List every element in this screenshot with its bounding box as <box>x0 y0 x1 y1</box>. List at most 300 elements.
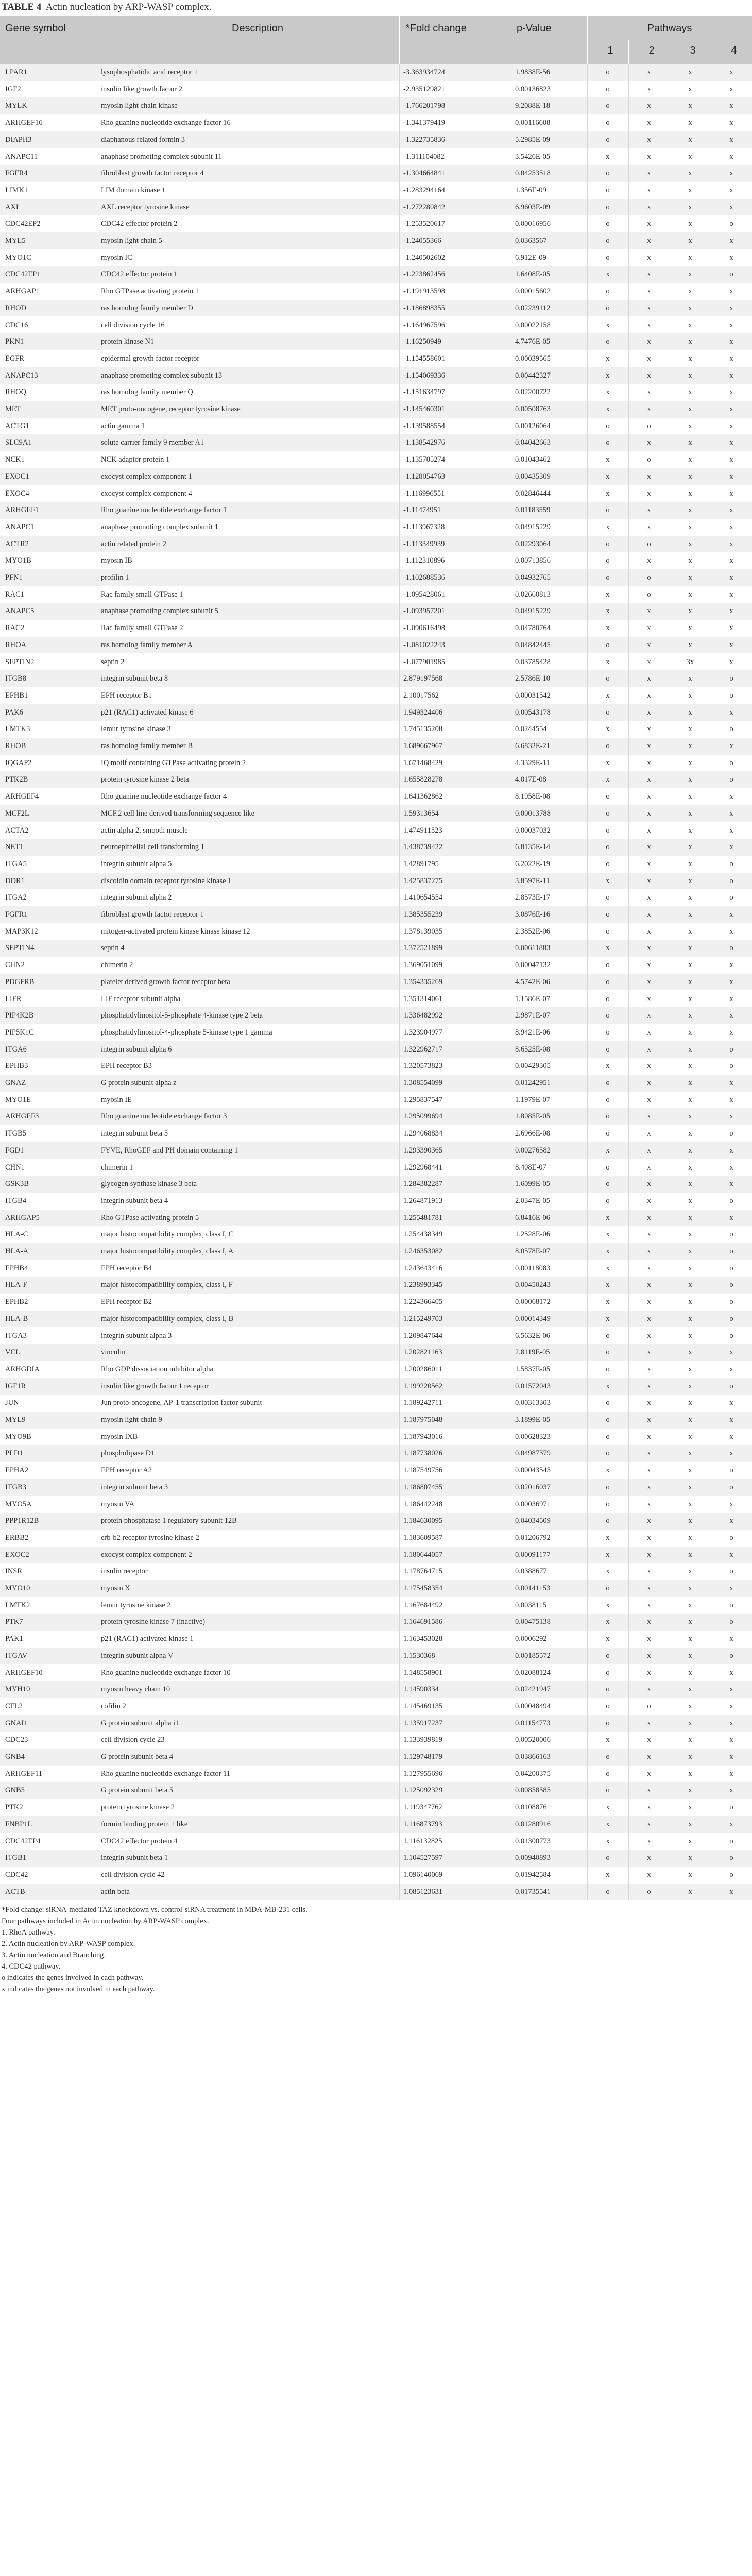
cell-description: anaphase promoting complex subunit 11 <box>101 152 222 161</box>
cell-pathway-4: x <box>729 388 733 397</box>
cell-gene-symbol: ITGB4 <box>5 1196 27 1205</box>
cell-pathway-4: x <box>729 438 733 447</box>
cell-gene-symbol: PAK6 <box>5 708 23 717</box>
cell-pathway-3: x <box>688 1382 692 1391</box>
cell-fold-change: 1.354335269 <box>403 977 443 986</box>
table-row <box>0 148 752 165</box>
cell-gene-symbol: PDGFRB <box>5 977 35 986</box>
cell-pathway-1: x <box>606 354 610 363</box>
cell-gene-symbol: CFL2 <box>5 1702 23 1710</box>
cell-gene-symbol: MYO10 <box>5 1584 30 1592</box>
cell-pathway-1: o <box>606 1719 610 1727</box>
cell-pathway-4: x <box>729 1112 733 1121</box>
cell-pathway-4: x <box>729 354 733 363</box>
cell-fold-change: 1.145469135 <box>403 1702 443 1710</box>
cell-p-value: 0.04842445 <box>515 640 551 649</box>
cell-description: Rho guanine nucleotide exchange factor 4 <box>101 792 227 801</box>
cell-fold-change: -1.113349939 <box>403 539 445 548</box>
cell-gene-symbol: EXOC1 <box>5 472 29 481</box>
cell-pathway-4: x <box>729 472 733 481</box>
cell-fold-change: 1.187975048 <box>403 1416 443 1424</box>
cell-pathway-3: x <box>688 607 692 616</box>
cell-pathway-3: x <box>688 152 692 161</box>
cell-gene-symbol: ITGB5 <box>5 1129 27 1138</box>
cell-pathway-2: x <box>647 859 651 868</box>
table-row <box>0 991 752 1008</box>
cell-fold-change: -1.164967596 <box>403 320 445 329</box>
cell-pathway-4: x <box>729 640 733 649</box>
cell-pathway-2: x <box>647 1567 651 1576</box>
cell-p-value: 6.6832E-21 <box>515 742 551 750</box>
cell-p-value: 0.00015602 <box>515 287 551 296</box>
cell-pathway-1: o <box>606 1365 610 1374</box>
table-row <box>0 721 752 738</box>
cell-fold-change: 1.119347762 <box>403 1803 442 1812</box>
cell-description: chimerin 2 <box>101 961 133 970</box>
cell-p-value: 0.00048494 <box>515 1702 551 1710</box>
cell-pathway-4: x <box>729 1079 733 1087</box>
cell-pathway-1: x <box>606 944 610 953</box>
cell-pathway-3: x <box>688 708 692 717</box>
column-divider <box>587 64 588 1900</box>
cell-pathway-1: o <box>606 640 610 649</box>
cell-gene-symbol: MYO1E <box>5 1095 31 1104</box>
cell-gene-symbol: ITGB8 <box>5 674 27 683</box>
cell-gene-symbol: MYH10 <box>5 1685 30 1694</box>
cell-p-value: 0.04253518 <box>515 169 551 178</box>
cell-p-value: 0.00043545 <box>515 1466 551 1475</box>
table-row <box>0 603 752 620</box>
cell-gene-symbol: FNBP1L <box>5 1820 32 1828</box>
header-pathways: Pathways <box>647 23 692 34</box>
table-row <box>0 1631 752 1648</box>
cell-gene-symbol: EXOC4 <box>5 489 29 498</box>
cell-pathway-3: x <box>688 455 692 464</box>
cell-pathway-1: o <box>606 826 610 835</box>
cell-gene-symbol: EGFR <box>5 354 25 363</box>
cell-gene-symbol: FGD1 <box>5 1146 24 1155</box>
cell-pathway-4: x <box>729 1449 733 1458</box>
cell-pathway-1: x <box>606 1803 610 1812</box>
cell-gene-symbol: IGF1R <box>5 1382 26 1391</box>
cell-description: IQ motif containing GTPase activating protein 2 <box>101 758 246 767</box>
cell-pathway-2: x <box>647 1668 651 1677</box>
cell-pathway-3: x <box>688 1196 692 1205</box>
cell-p-value: 1.356E-09 <box>515 185 546 194</box>
cell-description: MCF.2 cell line derived transforming sequence like <box>101 809 255 818</box>
table-row <box>0 182 752 199</box>
cell-pathway-2: x <box>647 961 651 970</box>
cell-pathway-2: x <box>647 927 651 936</box>
cell-fold-change: -1.186898355 <box>403 303 445 312</box>
cell-fold-change: -1.304664841 <box>403 169 445 178</box>
cell-description: EPH receptor A2 <box>101 1466 152 1475</box>
cell-gene-symbol: ITGA3 <box>5 1331 27 1340</box>
cell-gene-symbol: HLA-A <box>5 1247 29 1256</box>
cell-pathway-4: o <box>729 1264 733 1273</box>
cell-gene-symbol: CDC42EP2 <box>5 219 41 228</box>
cell-fold-change: 1.323904977 <box>403 1028 443 1037</box>
cell-fold-change: 1.372521899 <box>403 944 443 953</box>
cell-description: myosin IXB <box>101 1432 138 1441</box>
cell-pathway-4: x <box>729 961 733 970</box>
cell-pathway-3: x <box>688 1651 692 1660</box>
cell-fold-change: 1.175458354 <box>403 1584 443 1592</box>
cell-pathway-3: x <box>688 792 692 801</box>
cell-pathway-2: o <box>647 1887 651 1896</box>
table-row <box>0 1412 752 1429</box>
cell-pathway-3: x <box>688 354 692 363</box>
cell-gene-symbol: ACTA2 <box>5 826 29 835</box>
cell-description: protein phosphatase 1 regulatory subunit 12B <box>101 1517 237 1526</box>
cell-p-value: 0.04915229 <box>515 522 551 531</box>
cell-description: G protein subunit beta 4 <box>101 1753 174 1761</box>
cell-description: actin gamma 1 <box>101 421 145 430</box>
table-row <box>0 873 752 890</box>
table-row <box>0 1176 752 1193</box>
cell-pathway-1: x <box>606 1213 610 1222</box>
cell-p-value: 0.00429305 <box>515 1062 551 1071</box>
cell-pathway-3: x <box>688 961 692 970</box>
cell-gene-symbol: PIP4K2B <box>5 1011 34 1020</box>
cell-pathway-3: x <box>688 1247 692 1256</box>
table-row <box>0 1294 752 1311</box>
cell-pathway-1: o <box>606 1432 610 1441</box>
cell-pathway-2: x <box>647 1264 651 1273</box>
cell-description: phosphatidylinositol-4-phosphate 5-kinase type 1 gamma <box>101 1028 272 1037</box>
footnote-line: x indicates the genes not involved in each pathway. <box>2 1985 155 1994</box>
cell-gene-symbol: SEPTIN2 <box>5 657 35 666</box>
cell-fold-change: 1.474911523 <box>403 826 442 835</box>
cell-pathway-4: x <box>729 1685 733 1694</box>
cell-fold-change: 1.096140069 <box>403 1870 443 1879</box>
cell-gene-symbol: PPP1R12B <box>5 1517 39 1526</box>
cell-fold-change: 1.202821163 <box>403 1348 442 1357</box>
cell-p-value: 0.02239112 <box>515 303 551 312</box>
cell-fold-change: 1.59313654 <box>403 809 439 818</box>
cell-description: discoidin domain receptor tyrosine kinase 1 <box>101 876 232 885</box>
table-row <box>0 266 752 283</box>
cell-fold-change: 1.369051099 <box>403 961 443 970</box>
cell-pathway-2: x <box>647 405 651 413</box>
cell-pathway-3: x <box>688 522 692 531</box>
cell-pathway-1: o <box>606 994 610 1003</box>
cell-gene-symbol: MYO5A <box>5 1500 32 1509</box>
cell-p-value: 2.0347E-05 <box>515 1196 551 1205</box>
cell-fold-change: -1.135705274 <box>403 455 445 464</box>
cell-gene-symbol: DIAPH3 <box>5 135 32 144</box>
cell-description: septin 2 <box>101 657 125 666</box>
cell-pathway-2: x <box>647 270 651 279</box>
cell-fold-change: 1.238993345 <box>403 1281 443 1290</box>
cell-description: anaphase promoting complex subunit 13 <box>101 371 223 380</box>
footnote-line: Four pathways included in Actin nucleation by ARP-WASP complex. <box>2 1917 209 1926</box>
table-row <box>0 468 752 485</box>
cell-gene-symbol: ACTB <box>5 1887 25 1896</box>
cell-description: insulin like growth factor 1 receptor <box>101 1382 209 1391</box>
cell-fold-change: 1.295837547 <box>403 1095 443 1104</box>
cell-pathway-3: x <box>688 1702 692 1710</box>
cell-description: ras homolog family member D <box>101 303 193 312</box>
cell-p-value: 0.00037032 <box>515 826 551 835</box>
table-row <box>0 637 752 654</box>
table-row <box>0 1816 752 1833</box>
cell-fold-change: 1.215249703 <box>403 1314 443 1323</box>
cell-p-value: 0.01735541 <box>515 1887 551 1896</box>
table-row <box>0 839 752 856</box>
cell-fold-change: 1.167684492 <box>403 1601 443 1609</box>
cell-p-value: 1.6408E-05 <box>515 270 551 279</box>
cell-description: actin alpha 2, smooth muscle <box>101 826 188 835</box>
cell-gene-symbol: MYO1C <box>5 253 31 262</box>
cell-p-value: 0.00276582 <box>515 1146 551 1155</box>
table-row <box>0 1462 752 1479</box>
table-row <box>0 451 752 468</box>
cell-fold-change: 1.224366405 <box>403 1298 443 1307</box>
cell-pathway-4: x <box>729 1786 733 1795</box>
cell-fold-change: 1.187738026 <box>403 1449 443 1458</box>
cell-fold-change: 1.264871913 <box>403 1196 443 1205</box>
cell-pathway-3: x <box>688 270 692 279</box>
cell-fold-change: -1.138542976 <box>403 438 445 447</box>
cell-description: FYVE, RhoGEF and PH domain containing 1 <box>101 1146 238 1155</box>
table-row <box>0 687 752 704</box>
cell-gene-symbol: CDC42EP1 <box>5 270 41 279</box>
cell-p-value: 0.03785428 <box>515 657 551 666</box>
cell-description: G protein subunit alpha z <box>101 1079 177 1087</box>
cell-pathway-1: o <box>606 1584 610 1592</box>
cell-pathway-4: o <box>729 1533 733 1542</box>
cell-gene-symbol: EPHB2 <box>5 1298 28 1307</box>
cell-pathway-4: x <box>729 742 733 750</box>
cell-pathway-3: x <box>688 405 692 413</box>
table-row <box>0 401 752 418</box>
cell-p-value: 0.01242951 <box>515 1079 551 1087</box>
cell-gene-symbol: ITGAV <box>5 1651 28 1660</box>
cell-pathway-2: x <box>647 169 651 178</box>
table-row <box>0 1782 752 1799</box>
cell-p-value: 0.0006292 <box>515 1635 547 1643</box>
cell-pathway-1: o <box>606 438 610 447</box>
table-row <box>0 97 752 114</box>
cell-p-value: 0.04915229 <box>515 607 551 616</box>
cell-pathway-3: x <box>688 859 692 868</box>
header-fold-change: *Fold change <box>406 23 467 34</box>
cell-pathway-4: x <box>729 1736 733 1744</box>
cell-pathway-4: x <box>729 1668 733 1677</box>
cell-fold-change: 2.879197568 <box>403 674 443 683</box>
cell-description: chimerin 1 <box>101 1163 133 1172</box>
cell-fold-change: 1.295099694 <box>403 1112 443 1121</box>
cell-pathway-4: o <box>729 1651 733 1660</box>
table-row <box>0 822 752 839</box>
cell-pathway-2: x <box>647 674 651 683</box>
cell-pathway-3: x <box>688 590 692 599</box>
table-row <box>0 940 752 957</box>
cell-pathway-1: o <box>606 1854 610 1862</box>
cell-pathway-1: x <box>606 1247 610 1256</box>
header-gene-symbol: Gene symbol <box>5 23 66 34</box>
cell-pathway-2: x <box>647 1786 651 1795</box>
cell-gene-symbol: IQGAP2 <box>5 758 32 767</box>
cell-fold-change: 1.135917237 <box>403 1719 443 1727</box>
cell-pathway-2: x <box>647 1247 651 1256</box>
table-row <box>0 1884 752 1901</box>
table-row <box>0 1108 752 1125</box>
cell-fold-change: 2.10017562 <box>403 691 439 700</box>
cell-pathway-2: o <box>647 590 651 599</box>
table-row <box>0 300 752 317</box>
cell-pathway-4: x <box>729 556 733 565</box>
cell-pathway-1: o <box>606 1180 610 1189</box>
cell-p-value: 0.00185572 <box>515 1651 551 1660</box>
cell-pathway-1: o <box>606 1786 610 1795</box>
cell-pathway-3: x <box>688 253 692 262</box>
cell-pathway-2: x <box>647 1753 651 1761</box>
cell-pathway-1: x <box>606 1820 610 1828</box>
cell-pathway-2: x <box>647 1685 651 1694</box>
cell-pathway-1: o <box>606 506 610 515</box>
footnote-line: 2. Actin nucleation by ARP-WASP complex. <box>2 1940 135 1948</box>
cell-gene-symbol: CDC42 <box>5 1870 28 1879</box>
cell-pathway-2: x <box>647 438 651 447</box>
cell-pathway-2: x <box>647 1146 651 1155</box>
cell-pathway-2: x <box>647 1331 651 1340</box>
cell-fold-change: -2.935129821 <box>403 84 445 93</box>
cell-fold-change: 1.178764715 <box>403 1567 443 1576</box>
cell-pathway-2: x <box>647 337 651 346</box>
cell-description: EPH receptor B1 <box>101 691 152 700</box>
cell-pathway-3: x <box>688 1870 692 1879</box>
cell-description: phospholipase D1 <box>101 1449 155 1458</box>
cell-description: Rho guanine nucleotide exchange factor 3 <box>101 1112 227 1121</box>
cell-pathway-4: o <box>729 219 733 228</box>
cell-description: major histocompatibility complex, class I, B <box>101 1314 234 1323</box>
cell-pathway-1: x <box>606 876 610 885</box>
cell-p-value: 1.5837E-05 <box>515 1365 551 1374</box>
cell-description: MET proto-oncogene, receptor tyrosine kinase <box>101 405 241 413</box>
cell-description: integrin subunit alpha 3 <box>101 1331 172 1340</box>
cell-pathway-4: x <box>729 994 733 1003</box>
cell-fold-change: 1.385355239 <box>403 910 443 919</box>
cell-pathway-4: x <box>729 135 733 144</box>
cell-description: insulin like growth factor 2 <box>101 84 182 93</box>
cell-pathway-2: x <box>647 506 651 515</box>
cell-pathway-2: x <box>647 657 651 666</box>
cell-pathway-3: x <box>688 1550 692 1559</box>
cell-pathway-3: x <box>688 169 692 178</box>
table-row <box>0 552 752 569</box>
table-row <box>0 1580 752 1597</box>
cell-pathway-1: x <box>606 371 610 380</box>
cell-pathway-4: o <box>729 1803 733 1812</box>
cell-pathway-4: x <box>729 287 733 296</box>
cell-pathway-4: x <box>729 1146 733 1155</box>
cell-pathway-1: o <box>606 84 610 93</box>
cell-pathway-2: x <box>647 68 651 76</box>
cell-description: cell division cycle 42 <box>101 1870 165 1879</box>
table-row <box>0 586 752 603</box>
cell-pathway-3: x <box>688 1146 692 1155</box>
cell-description: major histocompatibility complex, class I, F <box>101 1281 233 1290</box>
cell-pathway-2: o <box>647 455 651 464</box>
cell-p-value: 6.5632E-06 <box>515 1331 551 1340</box>
cell-pathway-2: x <box>647 152 651 161</box>
cell-pathway-2: x <box>647 1382 651 1391</box>
cell-pathway-3: x <box>688 185 692 194</box>
cell-p-value: 3.1899E-05 <box>515 1416 551 1424</box>
cell-pathway-1: x <box>606 775 610 784</box>
cell-pathway-1: o <box>606 674 610 683</box>
cell-pathway-1: x <box>606 1146 610 1155</box>
cell-pathway-1: o <box>606 135 610 144</box>
cell-pathway-3: x <box>688 1281 692 1290</box>
table-row <box>0 333 752 350</box>
cell-pathway-1: x <box>606 455 610 464</box>
cell-pathway-3: x <box>688 640 692 649</box>
cell-description: Rac family small GTPase 2 <box>101 624 183 633</box>
cell-p-value: 0.00520006 <box>515 1736 551 1744</box>
table-row <box>0 1024 752 1041</box>
cell-pathway-3: x <box>688 1011 692 1020</box>
cell-p-value: 0.0388677 <box>515 1567 547 1576</box>
cell-fold-change: 1.246353082 <box>403 1247 443 1256</box>
cell-pathway-4: o <box>729 758 733 767</box>
cell-fold-change: 1.322962717 <box>403 1045 443 1054</box>
table-row <box>0 1277 752 1294</box>
cell-pathway-2: x <box>647 472 651 481</box>
cell-pathway-3: x <box>688 775 692 784</box>
cell-pathway-1: o <box>606 1196 610 1205</box>
table-row <box>0 367 752 384</box>
table-row <box>0 771 752 788</box>
cell-pathway-4: x <box>729 1163 733 1172</box>
cell-gene-symbol: FGFR4 <box>5 169 28 178</box>
cell-pathway-2: x <box>647 371 651 380</box>
cell-p-value: 0.00068172 <box>515 1298 551 1307</box>
table-row <box>0 1513 752 1530</box>
cell-pathway-3: x <box>688 1567 692 1576</box>
cell-fold-change: 1.189242711 <box>403 1399 442 1408</box>
cell-p-value: 1.8085E-05 <box>515 1112 551 1121</box>
cell-pathway-2: x <box>647 320 651 329</box>
cell-pathway-1: o <box>606 1483 610 1492</box>
cell-gene-symbol: MCF2L <box>5 809 29 818</box>
cell-description: lemur tyrosine kinase 2 <box>101 1601 171 1609</box>
table-row <box>0 1698 752 1715</box>
cell-description: Rac family small GTPase 1 <box>101 590 183 599</box>
cell-pathway-4: x <box>729 303 733 312</box>
cell-pathway-2: x <box>647 1129 651 1138</box>
cell-p-value: 4.3329E-11 <box>515 758 550 767</box>
cell-pathway-3: x <box>688 1500 692 1509</box>
cell-description: platelet derived growth factor receptor beta <box>101 977 230 986</box>
cell-gene-symbol: ANAPC11 <box>5 152 38 161</box>
cell-pathway-2: x <box>647 1517 651 1526</box>
cell-pathway-4: x <box>729 1719 733 1727</box>
cell-gene-symbol: ARHGEF4 <box>5 792 39 801</box>
cell-pathway-3: x <box>688 1483 692 1492</box>
cell-gene-symbol: MYO9B <box>5 1432 31 1441</box>
cell-fold-change: 1.163453028 <box>403 1635 443 1643</box>
cell-gene-symbol: PTK2B <box>5 775 28 784</box>
cell-pathway-2: x <box>647 253 651 262</box>
cell-pathway-3: x <box>688 742 692 750</box>
cell-pathway-4: o <box>729 1466 733 1475</box>
cell-pathway-2: x <box>647 1719 651 1727</box>
cell-description: p21 (RAC1) activated kinase 1 <box>101 1635 194 1643</box>
cell-pathway-1: x <box>606 152 610 161</box>
